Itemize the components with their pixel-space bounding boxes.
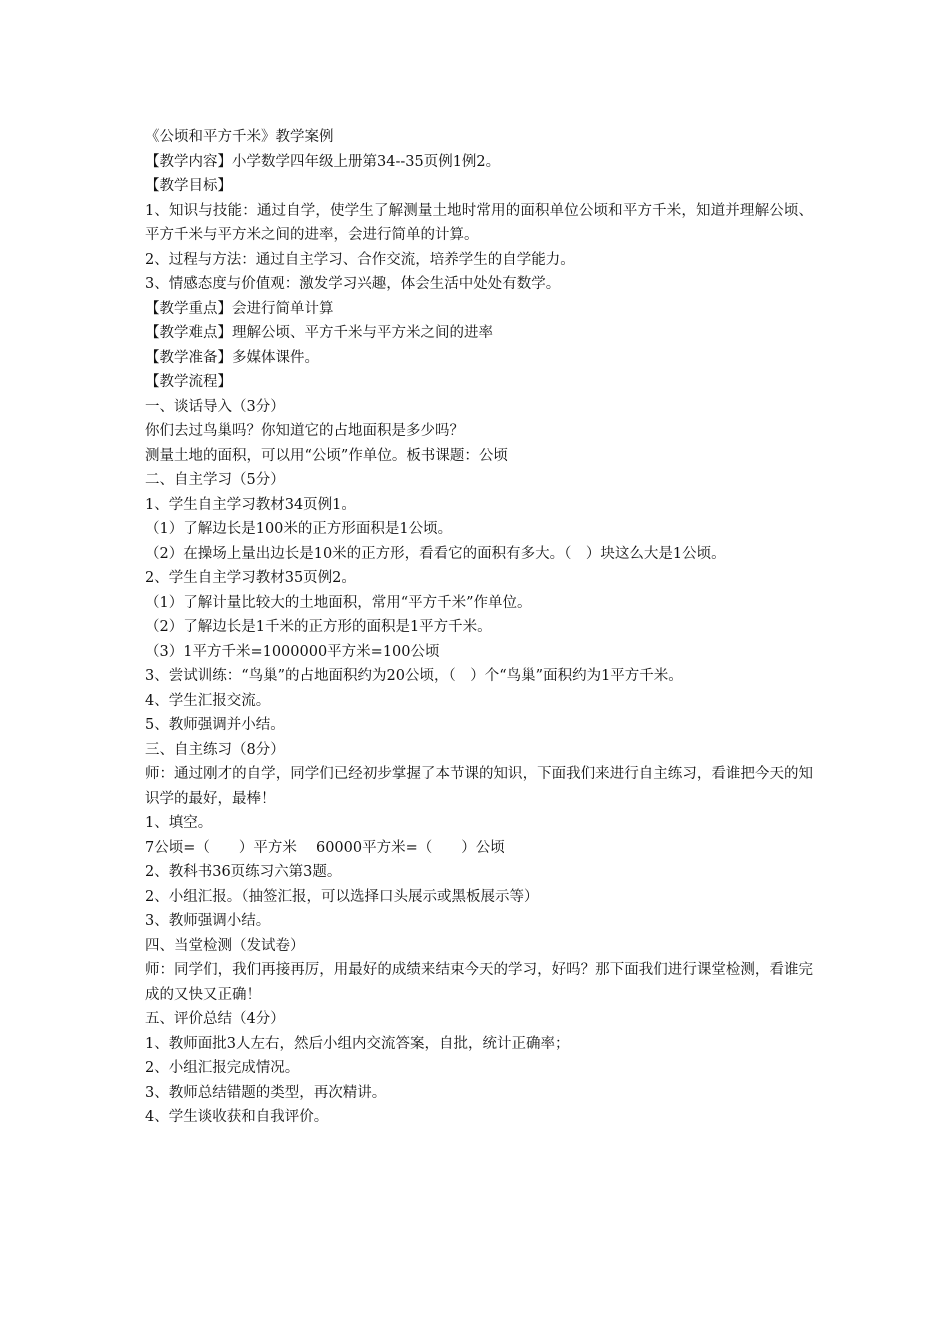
paragraph-line: 4、学生汇报交流。 [145,692,271,709]
teaching-preparation: 【教学准备】多媒体课件。 [145,349,319,366]
teaching-key-point: 【教学重点】会进行简单计算 [145,300,334,317]
paragraph-line: （2）在操场上量出边长是10米的正方形，看看它的面积有多大。（ ）块这么大是1公顷。 [145,545,726,562]
paragraph-line: 3、教师强调小结。 [145,913,271,929]
paragraph-line: 测量土地的面积，可以用“公顷”作单位。板书课题：公顷 [145,447,508,464]
document-title: 《公顷和平方千米》教学案例 [145,129,334,145]
paragraph-line: 1、学生自主学习教材34页例1。 [145,496,356,513]
paragraph-line: 2、小组汇报完成情况。 [145,1060,300,1076]
step-heading-test: 四、当堂检测（发试卷） [145,937,305,954]
paragraph-line: 1、填空。 [145,815,213,831]
step-heading-summary: 五、评价总结（4分） [145,1011,285,1027]
goal-process: 2、过程与方法：通过自主学习、合作交流，培养学生的自学能力。 [145,251,575,268]
paragraph-line: （2）了解边长是1千米的正方形的面积是1平方千米。 [145,619,492,635]
teaching-difficulty: 【教学难点】理解公顷、平方千米与平方米之间的进率 [145,325,493,341]
step-heading-practice: 三、自主练习（8分） [145,741,285,758]
document-body [145,125,813,1130]
paragraph-line: 3、尝试训练：“鸟巢”的占地面积约为20公顷，（ ）个“鸟巢”面积约为1平方千米。 [145,668,683,684]
paragraph-line: （1）了解边长是100米的正方形面积是1公顷。 [145,521,453,537]
goal-knowledge: 1、知识与技能：通过自学，使学生了解测量土地时常用的面积单位公顷和平方千米，知道并理解公顷、平方千米与平方米之间的进率，会进行简单的计算。 [145,202,813,243]
paragraph-line: 你们去过鸟巢吗？你知道它的占地面积是多少吗？ [145,423,464,439]
paragraph-line: （1）了解计量比较大的土地面积，常用“平方千米”作单位。 [145,594,532,611]
paragraph-line: 4、学生谈收获和自我评价。 [145,1109,329,1125]
paragraph-line: 3、教师总结错题的类型，再次精讲。 [145,1084,387,1101]
teaching-content: 【教学内容】小学数学四年级上册第34--35页例1例2。 [145,153,501,170]
section-heading-goals: 【教学目标】 [145,178,232,194]
goal-attitude: 3、情感态度与价值观：激发学习兴趣，体会生活中处处有数学。 [145,276,561,292]
step-heading-intro: 一、谈话导入（3分） [145,398,285,415]
paragraph-line: 师：通过刚才的自学，同学们已经初步掌握了本节课的知识，下面我们来进行自主练习，看谁把今天的知识学的最好，最棒！ [145,766,813,807]
paragraph-line: 2、教科书36页练习六第3题。 [145,864,342,880]
step-heading-self-study: 二、自主学习（5分） [145,472,285,488]
paragraph-line: 1、教师面批3人左右，然后小组内交流答案，自批，统计正确率； [145,1035,570,1052]
paragraph-line: 师：同学们，我们再接再厉，用最好的成绩来结束今天的学习，好吗？那下面我们进行课堂检测，看谁完成的又快又正确！ [145,962,813,1003]
fill-in-exercise: 7公顷=（ ）平方米 60000平方米=（ ）公顷 [145,839,505,856]
section-heading-process: 【教学流程】 [145,374,232,390]
paragraph-line: （3）1平方千米=1000000平方米=100公顷 [145,643,440,660]
paragraph-line: 5、教师强调并小结。 [145,717,285,733]
paragraph-line: 2、学生自主学习教材35页例2。 [145,570,356,586]
paragraph-line: 2、小组汇报。（抽签汇报，可以选择口头展示或黑板展示等） [145,888,539,905]
